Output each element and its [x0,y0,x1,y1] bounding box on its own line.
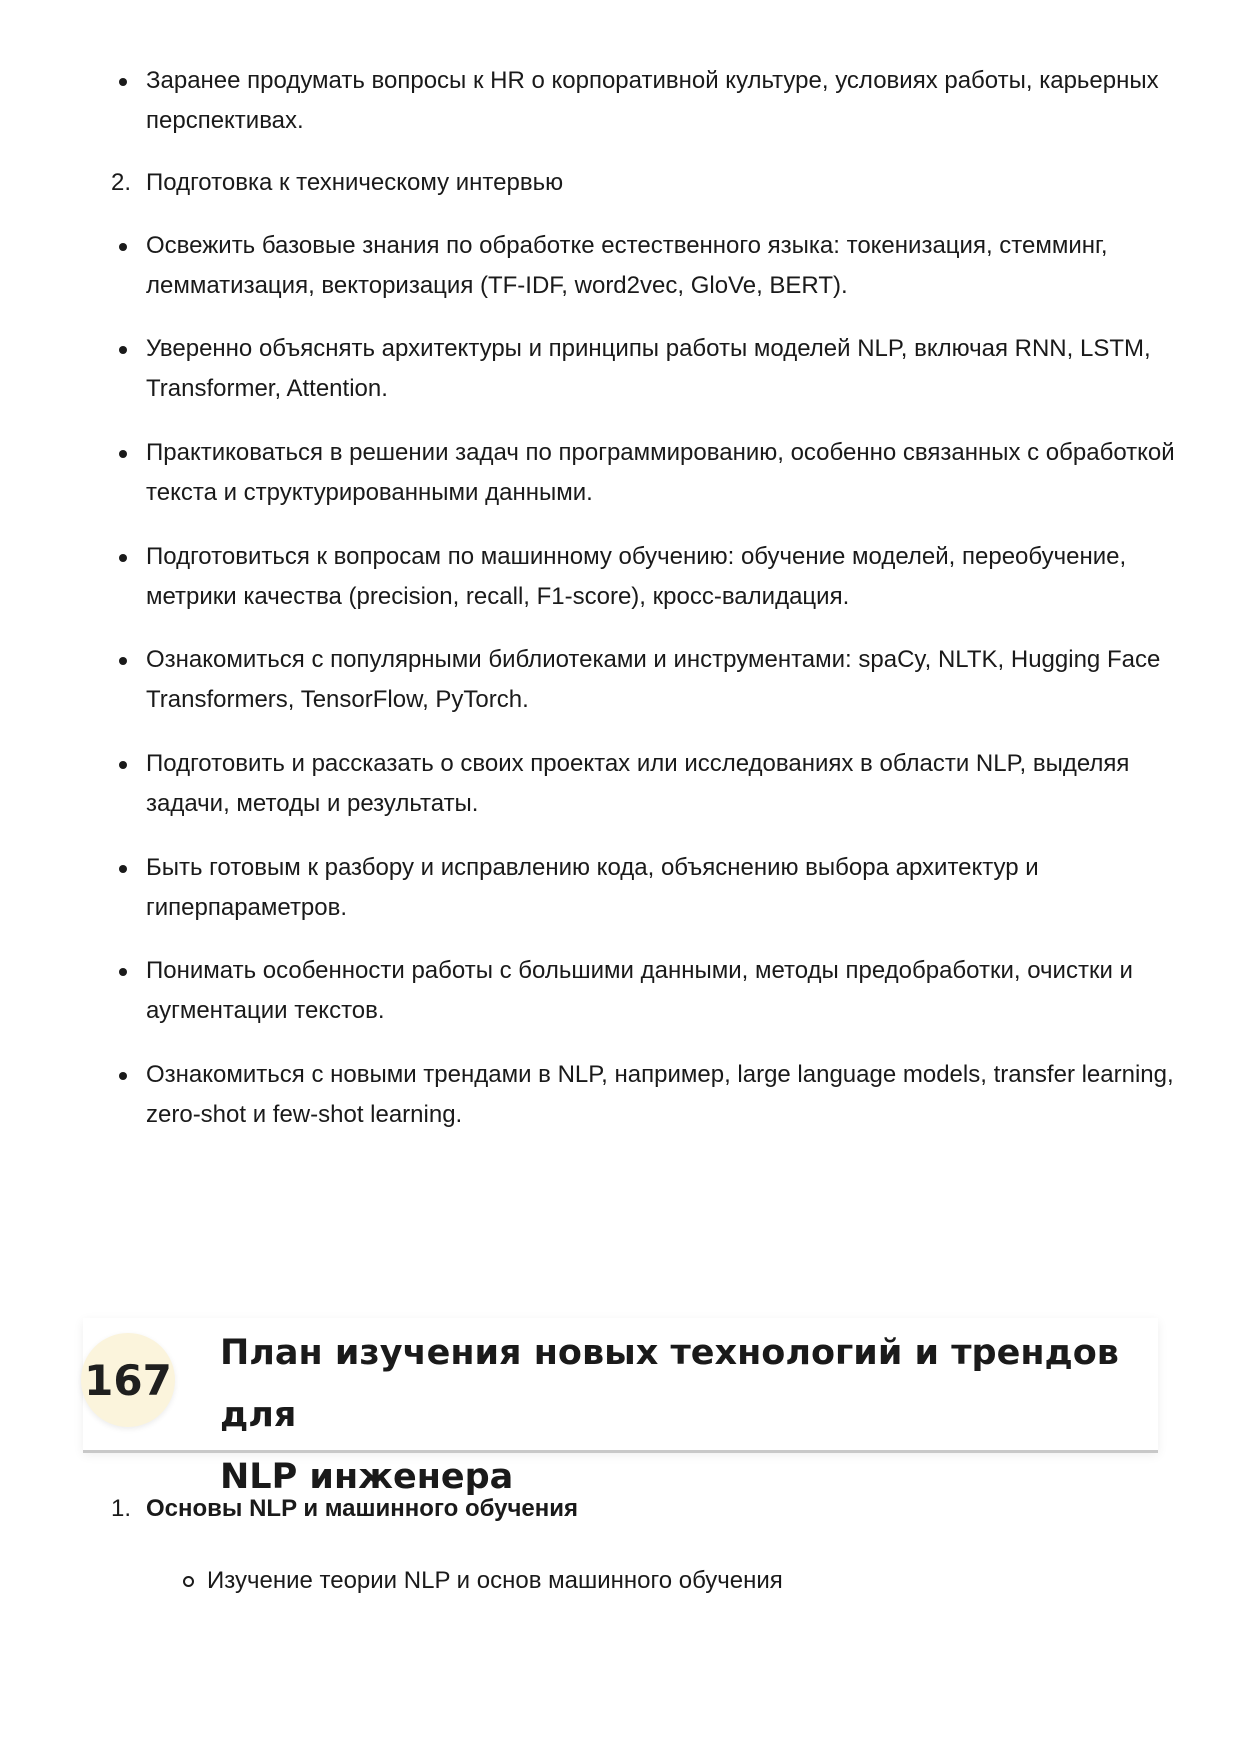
step-number: 1. [111,1495,132,1522]
numbered-item [111,163,1160,203]
bullet-text: Подготовить и рассказать о своих проектах или исследованиях в области NLP, выделяя задачи, методы и результаты. [146,750,1130,817]
section-title-line-1: План изучения новых технологий и трендов для [220,1333,1119,1435]
step-2-heading [111,163,1160,203]
bullet-text: Уверенно объяснять архитектуры и принципы работы моделей NLP, включая RNN, LSTM, Transformer, Attention. [146,335,1151,402]
list-item [120,951,1186,1031]
list-item [120,744,1186,824]
list-item [120,433,1186,513]
hr-questions-list [120,61,1160,141]
list-item [120,329,1186,409]
step-label: Основы NLP и машинного обучения [146,1495,578,1522]
list-item [120,1055,1186,1135]
list-item [120,537,1186,617]
step-label: Подготовка к техническому интервью [146,169,564,196]
bullet-text: Ознакомиться с популярными библиотеками и инструментами: spaCy, NLTK, Hugging Face Transformers, TensorFlow, PyTorch. [146,646,1161,713]
bullet-text: Практиковаться в решении задач по программированию, особенно связанных с обработкой текста и структурированными данными. [146,439,1175,506]
bullet-text: Ознакомиться с новыми трендами в NLP, например, large language models, transfer learning, zero-shot и few-shot learning. [146,1061,1174,1128]
bullet-text: Освежить базовые знания по обработке естественного языка: токенизация, стемминг, лемматизация, векторизация (TF-IDF, word2vec, GloVe, BERT). [146,232,1108,299]
section-title [220,1322,1150,1508]
list-item [120,226,1186,306]
numbered-item [111,1489,1160,1529]
section-title-line-2: NLP инженера [220,1457,514,1497]
list-item [120,848,1186,928]
plan-step-1-sublist [183,1561,783,1601]
bullet-text: Заранее продумать вопросы к HR о корпоративной культуре, условиях работы, карьерных перспективах. [146,67,1159,134]
bullet-text: Подготовиться к вопросам по машинному обучению: обучение моделей, переобучение, метрики качества (precision, recall, F1-score), кросс-валидация. [146,543,1127,610]
sub-list-item [183,1561,783,1601]
step-number: 2. [111,169,132,196]
list-item [120,61,1160,141]
bullet-text: Быть готовым к разбору и исправлению кода, объяснению выбора архитектур и гиперпараметров. [146,854,1039,921]
list-item [120,640,1186,720]
plan-step-1 [111,1489,1160,1529]
bullet-text: Понимать особенности работы с большими данными, методы предобработки, очистки и аугментации текстов. [146,957,1133,1024]
section-number-badge: 167 [81,1333,175,1427]
sub-item-text: Изучение теории NLP и основ машинного обучения [207,1567,783,1594]
